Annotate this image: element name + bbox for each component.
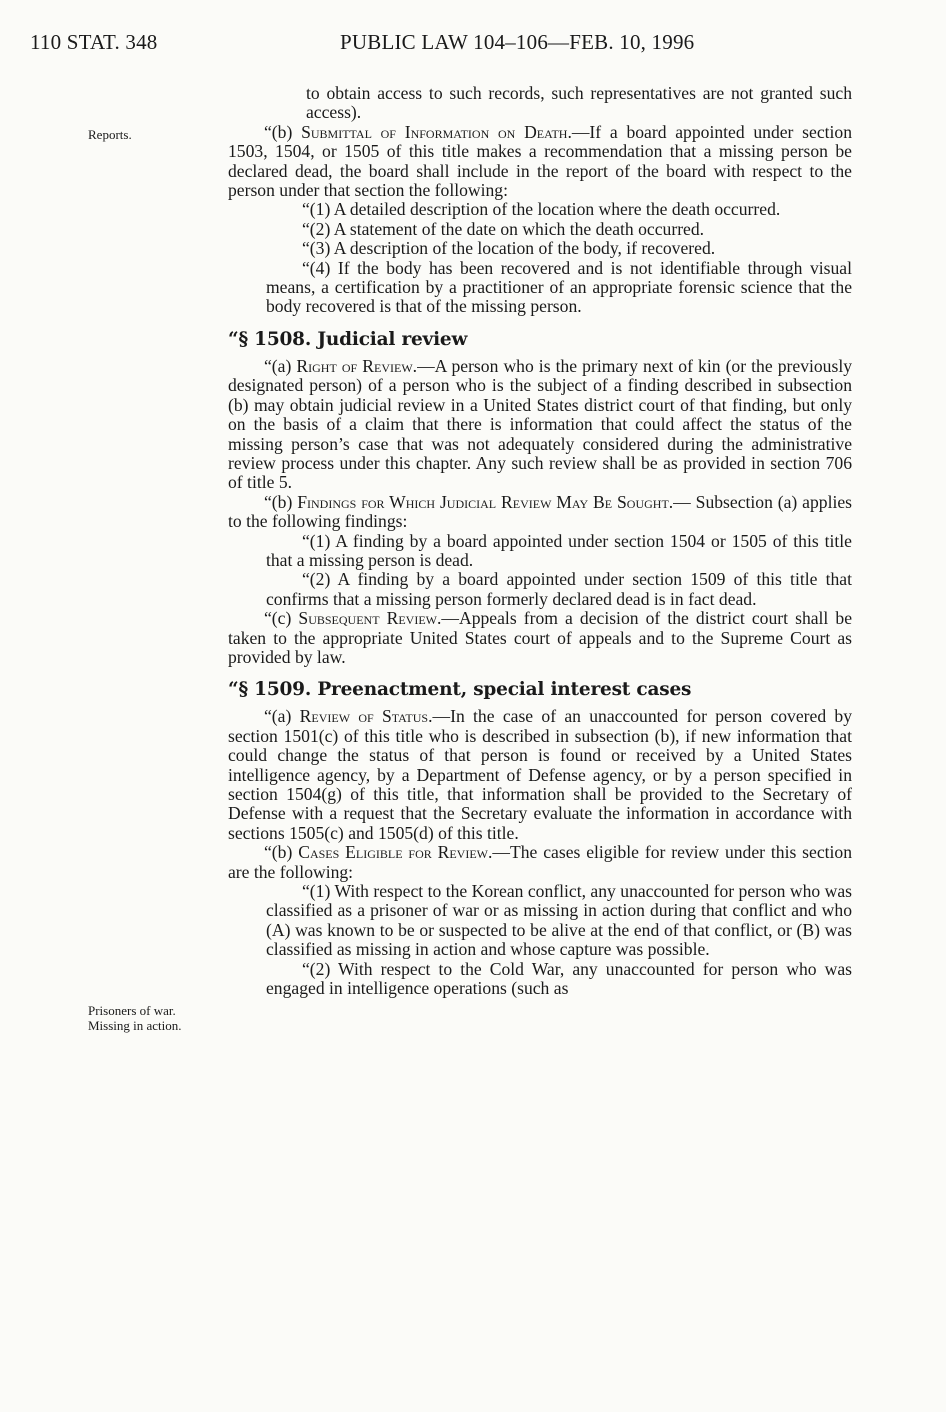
margin-note-mia: Missing in action. bbox=[88, 1018, 182, 1033]
paragraph-2: “(2) A finding by a board appointed under section 1509 of this title that confirms that a missing person formerly declared dead is in fact dead. bbox=[266, 569, 852, 609]
page-header bbox=[30, 30, 850, 70]
subsection-1508-a: “(a) Right of Review.—A person who is the primary next of kin (or the previously designated person) of a person who is the subject of a finding described in subsection (b) may obtain judicial review in a United States district court of that finding, but only on the basis of a claim that there is information that could affect the status of the missing person’s case that was not adequately considered during the administrative review process under this chapter. Any such review shall be as provided in section 706 of title 5. bbox=[228, 355, 852, 493]
section-1509-heading: “§ 1509. Preenactment, special interest cases bbox=[228, 679, 692, 701]
paragraph-1: “(1) With respect to the Korean conflict, any unaccounted for person who was classified as a prisoner of war or as missing in action during that conflict and who (A) was known to be or suspected to be alive at the end of that conflict, or (B) was classified as missing in action and whose capture was possible. bbox=[266, 881, 852, 960]
subsection-1508-b: “(b) Findings for Which Judicial Review May Be Sought.— Subsection (a) applies to the following findings: bbox=[228, 491, 853, 532]
subsection-title: Right of Review bbox=[296, 355, 413, 376]
paragraph-2: “(2) A statement of the date on which the death occurred. bbox=[302, 218, 705, 239]
margin-note-pow: Prisoners of war. bbox=[88, 1003, 176, 1018]
subsection-title: Subsequent Review bbox=[298, 608, 438, 629]
section-1508-heading: “§ 1508. Judicial review bbox=[228, 328, 468, 350]
subsection-1509-a: “(a) Review of Status.—In the case of an unaccounted for person covered by section 1501(c) of this title who is described in subsection (b), if new information that could change the status of that person is found or received by a United States intelligence agency, by a Department of Defense agency, or by a person specified in section 1504(g) of this title, that information shall be provided to the Secretary of Defense with a request that the Secretary evaluate the information in accordance with sections 1505(c) and 1505(d) of this title. bbox=[228, 706, 853, 843]
subsection-1507-b: “(b) Submittal of Information on Death.—If a board appointed under section 1503, 1504, or 1505 of this title makes a recommendation that a missing person be declared dead, the board shall include in the report of the board with respect to the person under that section the following: bbox=[228, 121, 852, 201]
subsection-1508-c: “(c) Subsequent Review.—Appeals from a decision of the district court shall be taken to the appropriate United States court of appeals and to the Supreme Court as provided by law. bbox=[228, 608, 853, 667]
subsection-title: Submittal of Information on Death bbox=[301, 121, 568, 142]
subsection-title: Findings for Which Judicial Review May Be Sought bbox=[297, 491, 669, 512]
paragraph-2: “(2) With respect to the Cold War, any unaccounted for person who was engaged in intelligence operations (such as bbox=[266, 958, 852, 999]
paragraph-1: “(1) A detailed description of the location where the death occurred. bbox=[302, 199, 781, 220]
subsection-1509-b: “(b) Cases Eligible for Review.—The cases eligible for review under this section are the following: bbox=[228, 842, 853, 882]
paragraph-1: “(1) A finding by a board appointed under section 1504 or 1505 of this title that a missing person is dead. bbox=[266, 530, 852, 570]
statute-page-number: 110 STAT. 348 bbox=[30, 30, 158, 54]
paragraph-4: “(4) If the body has been recovered and is not identifiable through visual means, a certification by a practitioner of an appropriate forensic science that the body recovered is that of the missing person. bbox=[266, 257, 852, 317]
subsection-title: Review of Status bbox=[299, 706, 429, 727]
paragraph-continuation: to obtain access to such records, such representatives are not granted such access). bbox=[306, 83, 852, 123]
margin-note-reports: Reports. bbox=[88, 127, 132, 142]
document-body bbox=[228, 84, 852, 998]
subsection-title: Cases Eligible for Review bbox=[298, 842, 489, 863]
paragraph-3: “(3) A description of the location of the body, if recovered. bbox=[302, 238, 716, 259]
public-law-title: PUBLIC LAW 104–106—FEB. 10, 1996 bbox=[340, 30, 695, 54]
